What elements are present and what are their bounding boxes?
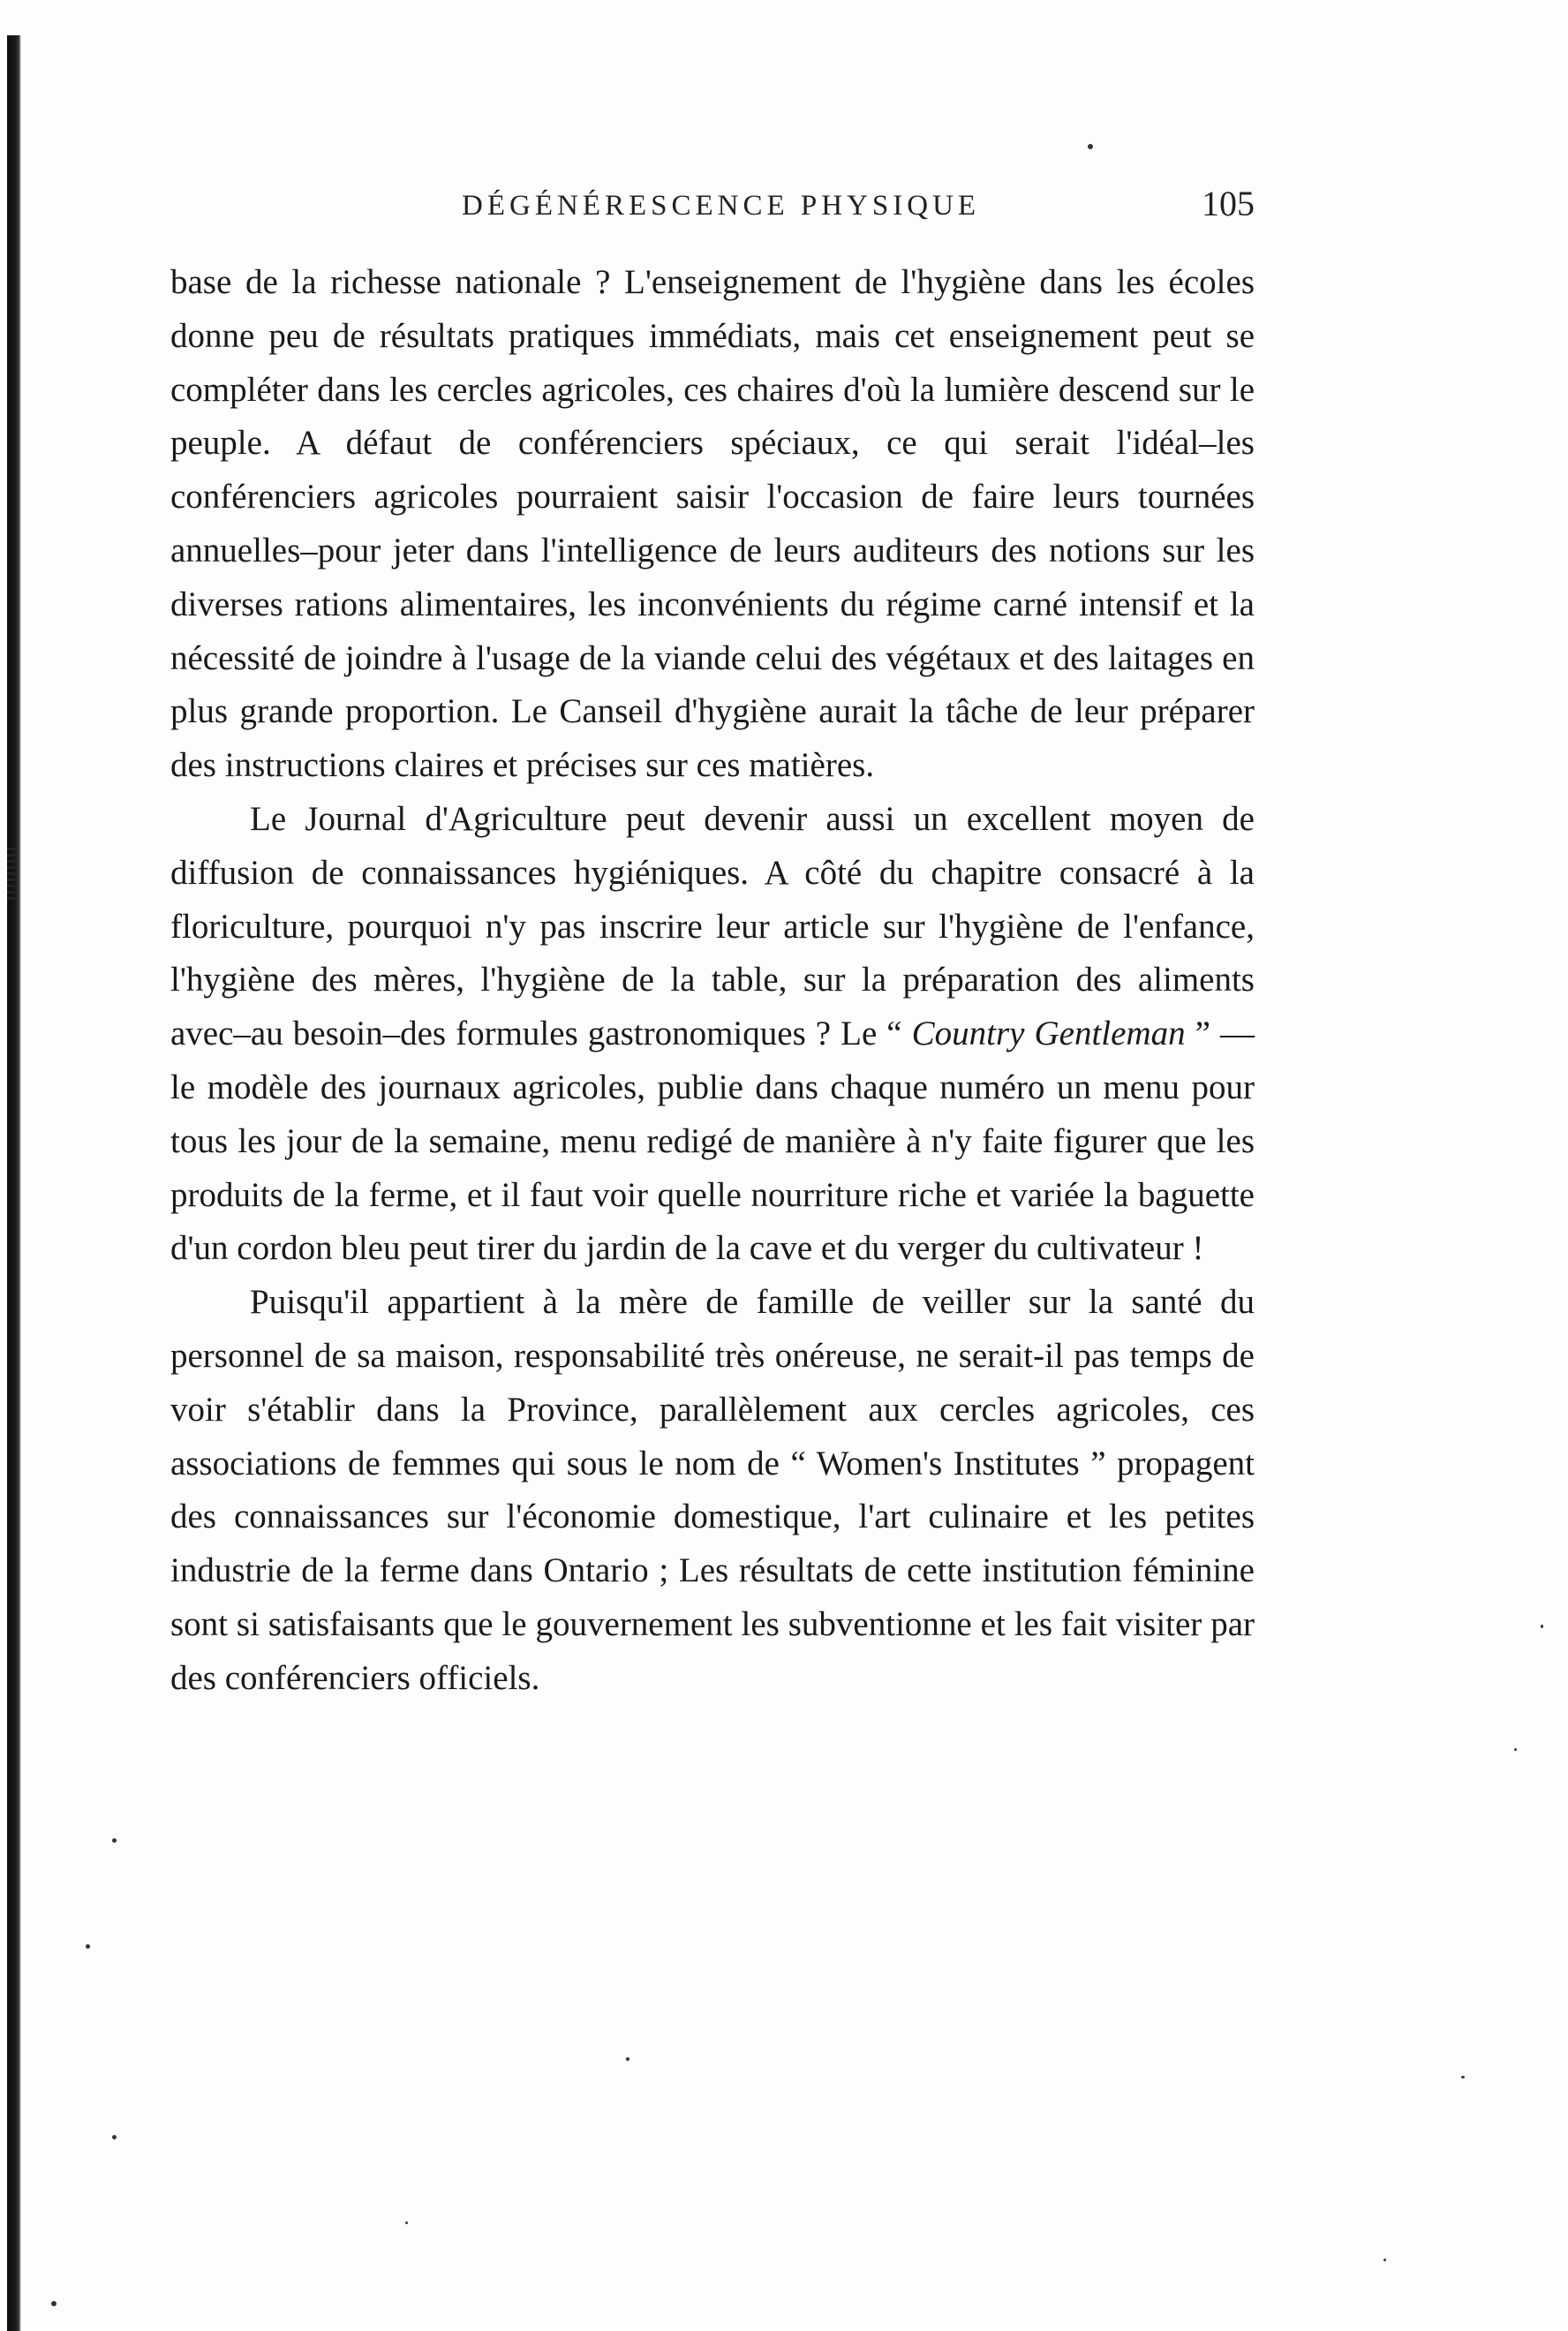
body-text [170, 256, 1255, 1706]
scan-speck [1514, 1748, 1517, 1751]
scan-speck [1461, 2076, 1465, 2078]
periodical-title: Country Gentleman [911, 1015, 1186, 1053]
scan-speck [1088, 144, 1093, 149]
scan-speck [1541, 1625, 1543, 1628]
paragraph-3: Puisqu'il appartient à la mère de famille de veiller sur la santé du personnel de sa maison, responsabilité très onéreuse, ne serait-il pas temps de voir s'établir dans la Province, parallèlement aux cercles agricoles, ces associations de femmes qui sous le nom de “ Women's Institutes ” propagent des connaissances sur l'économie domestique, l'art culinaire et les petites industrie de la ferme dans Ontario ; Les résultats de cette institution féminine sont si satisfaisants que le gouvernement les subventionne et les fait visiter par des conférenciers officiels. [170, 1283, 1255, 1697]
paragraph-2-start: Le Journal d'Agriculture peut devenir aussi un excellent moyen de diffusion de connaissances hygiéniques. A côté du chapitre consacré à la floriculture, pourquoi n'y pas inscrire leur article sur l'hygiène de l'enfance, l'hygiène des mères, l'hygiène de la table, sur la préparation des aliments avec–au besoin–des formules gastronomiques ? Le “ [170, 799, 1255, 1053]
scan-speck [1383, 2259, 1386, 2261]
scan-speck [112, 1838, 117, 1843]
scan-speck [626, 2057, 629, 2061]
page-number: 105 [1202, 184, 1255, 223]
binding-shadow-fade [7, 848, 16, 901]
scan-speck [405, 2222, 408, 2224]
paragraph-2 [170, 793, 1255, 1276]
running-title: DÉGÉNÉRESCENCE PHYSIQUE [462, 190, 981, 222]
scan-speck [112, 2135, 117, 2139]
paragraph-2-end: ” —le modèle des journaux agricoles, publie dans chaque numéro un menu pour tous les jour de la semaine, menu redigé de manière à n'y faite figurer que les produits de la ferme, et il faut voir quelle nourriture riche et variée la baguette d'un cordon bleu peut tirer du jardin de la cave et du verger du cultivateur ! [170, 1015, 1255, 1268]
scan-speck [86, 1944, 90, 1949]
running-head [170, 181, 1255, 234]
scan-speck [51, 2301, 57, 2306]
binding-shadow [7, 35, 21, 2331]
paragraph-1: base de la richesse nationale ? L'enseignement de l'hygiène dans les écoles donne peu de résultats pratiques immédiats, mais cet enseignement peut se compléter dans les cercles agricoles, ces chaires d'où la lumière descend sur le peuple. A défaut de conférenciers spéciaux, ce qui serait l'idéal–les conférenciers agricoles pourraient saisir l'occasion de faire leurs tournées annuelles–pour jeter dans l'intelligence de leurs auditeurs des notions sur les diverses rations alimentaires, les inconvénients du régime carné intensif et la nécessité de joindre à l'usage de la viande celui des végétaux et des laitages en plus grande proportion. Le Canseil d'hygiène aurait la tâche de leur préparer des instructions claires et précises sur ces matières. [170, 263, 1255, 785]
